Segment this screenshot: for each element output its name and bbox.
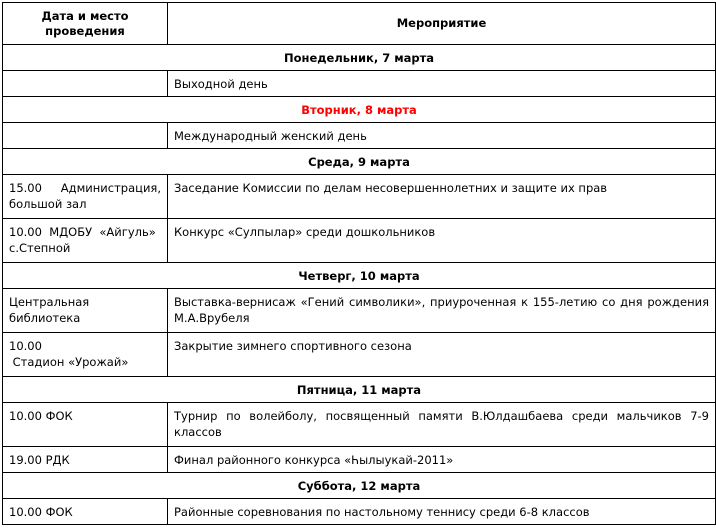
event-place-cell — [3, 403, 168, 447]
event-title-cell — [168, 333, 716, 377]
day-title: Пятница, 11 марта — [3, 377, 716, 403]
event-place-cell — [3, 333, 168, 377]
header-event-text: Мероприятие — [396, 16, 487, 30]
event-place-cell — [3, 499, 168, 525]
event-place: 15.00 Администрация, большой зал — [9, 181, 165, 211]
event-title-cell — [168, 71, 716, 97]
event-title-cell — [168, 123, 716, 149]
day-title: Суббота, 12 марта — [3, 473, 716, 499]
event-title-cell — [168, 499, 716, 525]
event-place-cell — [3, 175, 168, 219]
day-row — [3, 263, 716, 289]
event-place: 10.00 МДОБУ «Айгуль» с.Степной — [9, 225, 160, 255]
event-title: Выходной день — [174, 77, 268, 91]
table-header-row — [3, 3, 716, 45]
event-place — [3, 123, 167, 128]
event-place: 19.00 РДК — [9, 453, 70, 467]
event-title-cell — [168, 289, 716, 333]
event-title-cell — [168, 447, 716, 473]
event-title-cell — [168, 219, 716, 263]
event-title: Закрытие зимнего спортивного сезона — [174, 339, 412, 353]
event-place: Центральная библиотека — [9, 295, 90, 325]
table-row — [3, 219, 716, 263]
header-date-place-text: Дата и место проведения — [41, 8, 129, 38]
event-place-cell — [3, 447, 168, 473]
event-place-cell — [3, 289, 168, 333]
event-title: Международный женский день — [174, 129, 367, 143]
schedule-table — [2, 2, 716, 525]
event-title: Конкурс «Сулпылар» среди дошкольников — [174, 225, 436, 239]
table-row — [3, 403, 716, 447]
table-row — [3, 71, 716, 97]
event-place — [3, 71, 167, 76]
table-row — [3, 289, 716, 333]
day-title: Четверг, 10 марта — [3, 263, 716, 289]
event-title: Заседание Комиссии по делам несовершеннолетних и защите их прав — [174, 181, 608, 195]
day-row — [3, 377, 716, 403]
schedule-document — [2, 2, 715, 525]
day-title: Среда, 9 марта — [3, 149, 716, 175]
day-row — [3, 473, 716, 499]
event-place: 10.00 ФОК — [9, 505, 73, 519]
event-place-cell — [3, 219, 168, 263]
header-event — [168, 3, 716, 45]
day-row — [3, 97, 716, 123]
header-date-place — [3, 3, 168, 45]
event-place: 10.00 Стадион «Урожай» — [9, 339, 129, 369]
event-title: Районные соревнования по настольному теннису среди 6-8 классов — [174, 505, 590, 519]
day-row — [3, 45, 716, 71]
table-row — [3, 333, 716, 377]
table-row — [3, 175, 716, 219]
event-title-cell — [168, 403, 716, 447]
event-place-cell — [3, 123, 168, 149]
day-title: Вторник, 8 марта — [3, 97, 716, 123]
day-title: Понедельник, 7 марта — [3, 45, 716, 71]
table-row — [3, 447, 716, 473]
table-row — [3, 499, 716, 525]
event-title-cell — [168, 175, 716, 219]
event-place: 10.00 ФОК — [9, 409, 73, 423]
event-place-cell — [3, 71, 168, 97]
day-row — [3, 149, 716, 175]
event-title: Турнир по волейболу, посвященный памяти В.Юлдашбаева среди мальчиков 7-9 классов — [174, 409, 709, 439]
event-title: Выставка-вернисаж «Гений символики», приуроченная к 155-летию со дня рождения М.А.Врубеля — [174, 295, 709, 325]
table-row — [3, 123, 716, 149]
event-title: Финал районного конкурса «Һылыукай-2011» — [174, 453, 454, 467]
